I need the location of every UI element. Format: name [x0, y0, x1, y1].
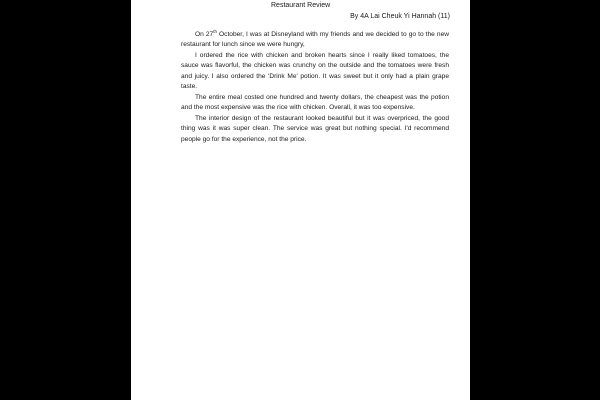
document-title: Restaurant Review: [271, 2, 331, 9]
paragraph-1: [181, 30, 449, 51]
paragraph-3: The entire meal costed one hundred and twenty dollars, the cheapest was the potion and the most expensive was the rice with chicken. Overall, it was too expensive.: [181, 93, 449, 112]
document-page: [131, 0, 470, 400]
paragraph-1-lead: On 27: [195, 31, 214, 38]
paragraph-2: I ordered the rice with chicken and broken hearts since I really liked tomatoes, the sauce was flavorful, the chicken was crunchy on the outside and the tomatoes were fresh and juicy. I also ordered the 'Drink Me' potion. It was sweet but it only had a plain grape taste.: [181, 51, 449, 91]
date-superscript: th: [213, 29, 217, 34]
paragraph-1-rest: October, I was at Disneyland with my friends and we decided to go to the new restaurant for lunch since we were hungry,: [181, 31, 450, 49]
review-body: [181, 30, 449, 145]
paragraph-4: The interior design of the restaurant looked beautiful but it was overpriced, the good thing was it was super clean. The service was great but nothing special. I'd recommend people go for the experience, not the price.: [181, 114, 449, 143]
author-line: By 4A Lai Cheuk Yi Hannah (11): [350, 13, 450, 20]
